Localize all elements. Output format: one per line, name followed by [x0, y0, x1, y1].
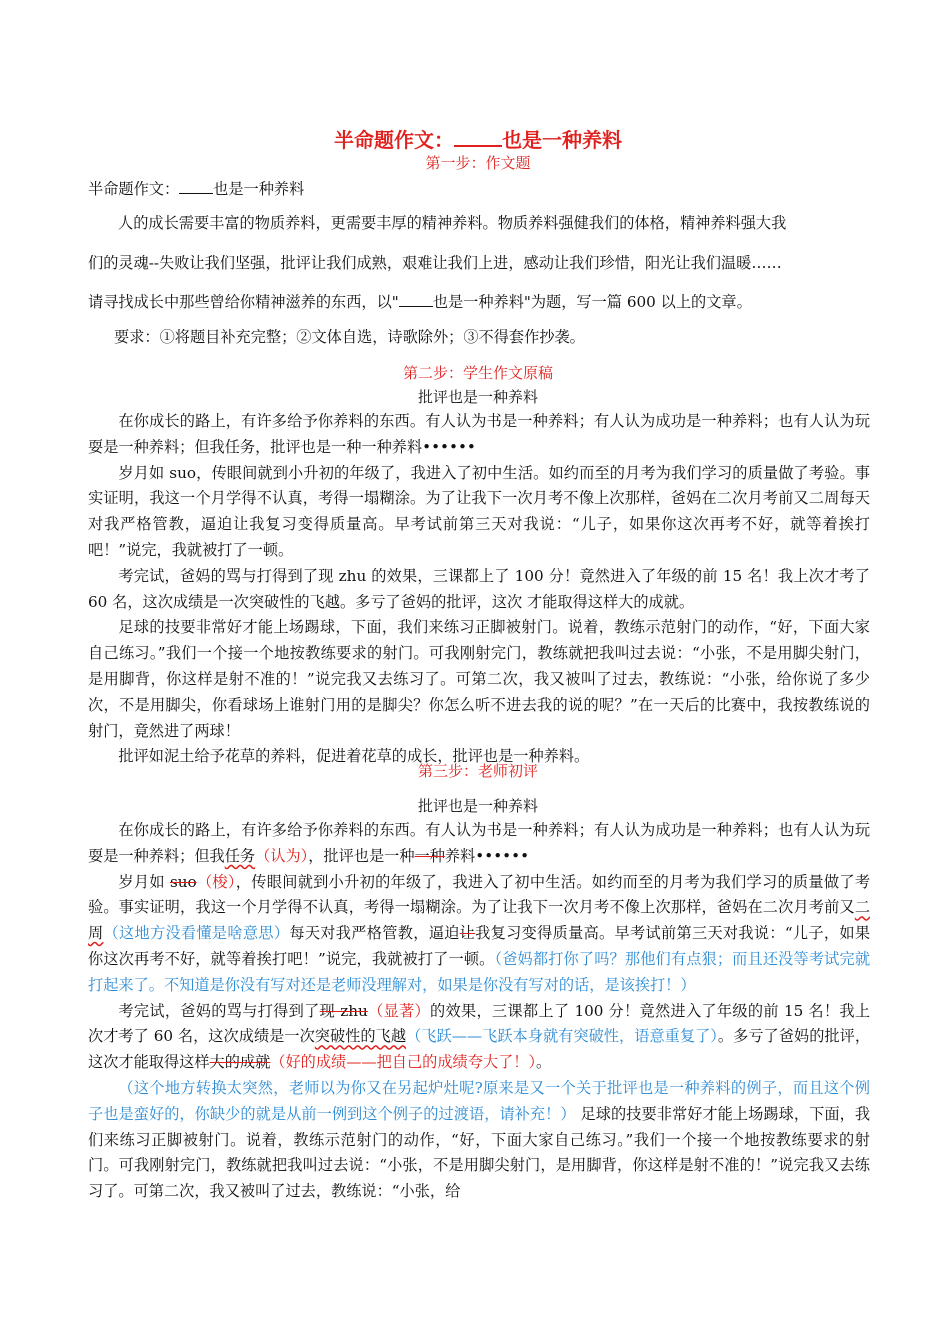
- topic-blank: [179, 179, 213, 194]
- draft-paragraph: 考完试，爸妈的骂与打得到了现 zhu 的效果，三课都上了 100 分！竟然进入了年级的前 15 名！我上次才考了 60 名，这次成绩是一次突破性的飞越。多亏了爸妈的批评，这次 才能取得这样大的成就。: [88, 566, 870, 611]
- draft-paragraph: 足球的技要非常好才能上场踢球，下面，我们来练习正脚被射门。说着，教练示范射门的动作，“好，下面大家自己练习。”我们一个接一个地按教练要求的射门。可我刚射完门，教练就把我叫过去说：“小张，不是用脚尖射门，是用脚背，你这样是射不准的！”说完我又去练习了。可第二次，我又被叫了过去，教练说：“小张，给你说了多少次，不是用脚尖，你看球场上谁射门用的是脚尖？你怎么听不进去我的说的呢？”在一天后的比赛中，我按教练说的射门，竟然进了两球！: [88, 618, 870, 740]
- review-paragraph-3: 考完试，爸妈的骂与打得到了现 zhu（显著）的效果，三课都上了 100 分！竟然进入了年级的前 15 名！我上次才考了 60 名，这次成绩是一次突破性的飞越（飞跃——飞跃本身就有突破性，语意重复了）。多亏了爸妈的批评，这次才能取得这样大的成就（好的成绩——把自己的成绩夸大了！）。: [88, 1001, 871, 1072]
- intro-line-2: 们的灵魂--失败让我们坚强，批评让我们成熟，艰难让我们上进，感动让我们珍惜，阳光让我们温暖……: [88, 254, 782, 272]
- error-mark: 突破性的飞越: [314, 1027, 407, 1046]
- deletion-mark: 让: [459, 924, 476, 943]
- step2-heading: 第二步：学生作文原稿: [402, 364, 553, 382]
- error-mark: 大的成就: [209, 1053, 271, 1072]
- correction: （好的成绩——把自己的成绩夸大了！）: [270, 1053, 537, 1072]
- teacher-comment: （这个地方转换太突然，老师以为你又在另起炉灶呢?原来是又一个关于批评也是一种养料的例子，而且这个例子也是蛮好的，你缺少的就是从前一例到这个例子的过渡语，请补充！）: [88, 1078, 870, 1123]
- error-mark: 现 zhu: [319, 1001, 368, 1020]
- intro-blank: [399, 292, 433, 307]
- review-paragraph-2: 岁月如 suo（梭），传眼间就到小升初的年级了，我进入了初中生活。如约而至的月考为我们学习的质量做了考验。事实证明，我这一个月学得不认真，考得一塌糊涂。为了让我下一次月考不像上次那样，爸妈在二次月考前又二周（这地方没看懂是啥意思）每天对我严格管教，逼迫让我复习变得质量高。早考试前第三天对我说：“儿子，如果你这次再考不好，就等着挨打吧！”说完，我就被打了一顿。（爸妈都打你了吗？那他们有点狠；而且还没等考试完就打起来了。不知道是你没有写对还是老师没理解对，如果是你没有写对的话，是该挨打！）: [88, 872, 871, 994]
- draft-paragraph: 岁月如 suo，传眼间就到小升初的年级了，我进入了初中生活。如约而至的月考为我们学习的质量做了考验。事实证明，我这一个月学得不认真，考得一塌糊涂。为了让我下一次月考不像上次那样，爸妈在二次月考前又二周每天对我严格管教，逼迫让我复习变得质量高。早考试前第三天对我说：“儿子，如果你这次再考不好，就等着挨打吧！”说完，我就被打了一顿。: [88, 463, 870, 559]
- intro-line-3: 请寻找成长中那些曾给你精神滋养的东西，以" 也是一种养料"为题，写一篇 600 以上的文章。: [88, 293, 752, 311]
- error-mark: 二周: [88, 898, 870, 943]
- topic-line: 半命题作文： 也是一种养料: [88, 180, 305, 198]
- draft-essay: [88, 409, 870, 770]
- draft-paragraph: 批评如泥土给予花草的养料，促进着花草的成长，批评也是一种养料。: [118, 747, 590, 766]
- error-mark: 任务: [224, 846, 256, 865]
- correction: （认为）: [255, 846, 309, 865]
- step3-heading: 第三步：老师初评: [417, 762, 538, 780]
- review-essay-title: 批评也是一种养料: [417, 797, 538, 815]
- teacher-comment: （爸妈都打你了吗？那他们有点狠；而且还没等考试完就打起来了。不知道是你没有写对还是老师没理解对，如果是你没有写对的话，是该挨打！）: [88, 949, 871, 994]
- teacher-comment: （飞跃——飞跃本身就有突破性，语意重复了）: [406, 1027, 718, 1046]
- correction: （显著）: [367, 1001, 431, 1020]
- correction: （梭）: [196, 872, 236, 891]
- error-mark: suo: [169, 872, 197, 891]
- review-paragraph-1: 在你成长的路上，有许多给予你养料的东西。有人认为书是一种养料；有人认为成功是一种养料；也有人认为玩耍是一种养料；但我任务（认为），批评也是一种一种养料••••••: [88, 821, 870, 865]
- teacher-comment: （这地方没看懂是啥意思）: [103, 924, 290, 943]
- review-paragraph-4: （这个地方转换太突然，老师以为你又在另起炉灶呢?原来是又一个关于批评也是一种养料的例子，而且这个例子也是蛮好的，你缺少的就是从前一例到这个例子的过渡语，请补充！） 足球的技要非常好才能上场踢球，下面，我们来练习正脚被射门。说着，教练示范射门的动作，“好，下面大家自己练习。”我们一个接一个地按教练要求的射门。可我刚射完门，教练就把我叫过去说：“小张，不是用脚尖射门，是用脚背，你这样是射不准的！”说完我又去练习了。可第二次，我又被叫了过去，教练说：“小张，给: [88, 1078, 871, 1201]
- draft-paragraph: 在你成长的路上，有许多给予你养料的东西。有人认为书是一种养料；有人认为成功是一种养料；也有人认为玩耍是一种养料；但我任务，批评也是一种一种养料••••••: [88, 412, 870, 456]
- draft-essay-title: 批评也是一种养料: [417, 388, 538, 406]
- requirement-line: 要求：①将题目补充完整；②文体自选，诗歌除外；③不得套作抄袭。: [114, 328, 585, 346]
- title-blank: [454, 127, 502, 147]
- deletion-mark: 一种: [414, 846, 445, 865]
- document-title: 半命题作文： 也是一种养料: [334, 128, 622, 152]
- intro-line-1: 人的成长需要丰富的物质养料，更需要丰厚的精神养料。物质养料强健我们的体格，精神养料强大我: [118, 214, 787, 232]
- reviewed-essay: [88, 818, 870, 1205]
- step1-heading: 第一步：作文题: [425, 154, 531, 172]
